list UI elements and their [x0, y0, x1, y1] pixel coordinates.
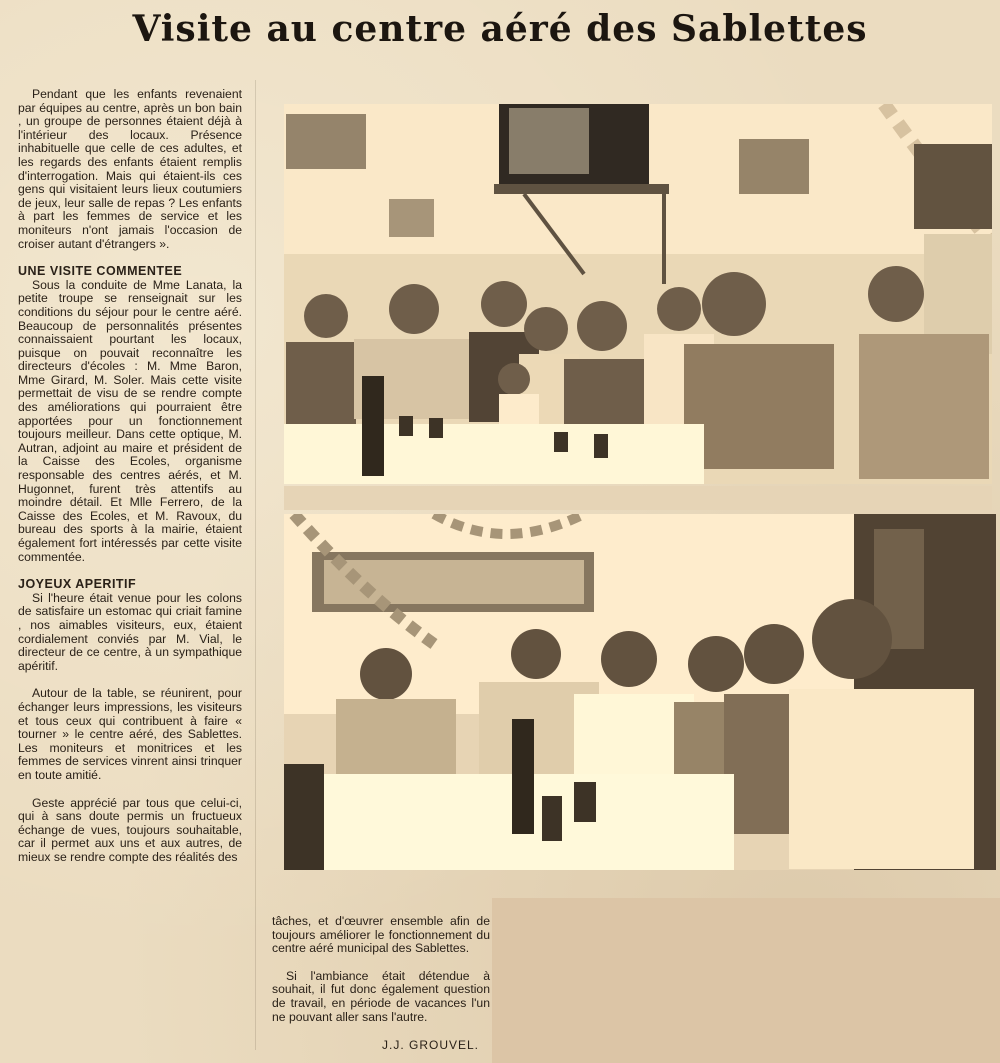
empty-area — [492, 898, 1000, 1063]
photo-group-at-table-top — [284, 104, 992, 484]
article-paragraph: Geste apprécié par tous que celui-ci, qui à sans doute permis un fructueux échange de vues, toujours souhaitable, car il permet aux uns et aux autres, de mieux se rendre compte des réalités des — [18, 795, 242, 864]
article-paragraph: tâches, et d'œuvrer ensemble afin de toujours améliorer le fonctionnement du centre aéré municipal des Sablettes. — [272, 914, 490, 956]
article-left-column — [18, 88, 242, 864]
article-continuation-column — [272, 915, 490, 1024]
article-paragraph: Autour de la table, se réunirent, pour échanger leurs impressions, les visiteurs et tous ceux qui contribuent à faire « tourner » le centre aéré, des Sablettes. Les moniteurs et monitrices et les femmes de services vinrent ainsi trinquer en toute amitié. — [18, 686, 242, 782]
section-heading: JOYEUX APERITIF — [18, 577, 137, 592]
article-paragraph: Si l'heure était venue pour les colons de satisfaire un estomac qui criait famine , nos aimables visiteurs, eux, étaient cordialement conviés par M. Vial, le directeur de ce centre, à un sympathique apéritif. — [18, 590, 242, 673]
section-heading: UNE VISITE COMMENTEE — [18, 264, 183, 279]
article-paragraph: Pendant que les enfants revenaient par équipes au centre, après un bon bain , un groupe de personnes étaient déjà à l'intérieur des locaux. Présence inhabituelle que celle de ces adultes, et les regards des enfants étaient remplis d'interrogation. Mais qui étaient-ils ces gens qui visitaient leurs lieux coutumiers de jeux, leur salle de repas ? Les enfants à part les femmes de service et les moniteurs n'ont jamais l'occasion de croiser autant d'étrangers ». — [18, 87, 242, 251]
photo-separator — [284, 486, 992, 510]
article-headline: Visite au centre aéré des Sablettes — [132, 8, 868, 50]
column-divider — [255, 80, 256, 1050]
photo-group-at-table-bottom — [284, 514, 996, 870]
article-paragraph: Si l'ambiance était détendue à souhait, il fut donc également question de travail, en période de vacances l'un ne pouvant aller sans l'autre. — [272, 968, 490, 1024]
article-paragraph: Sous la conduite de Mme Lanata, la petite troupe se renseignait sur les conditions du séjour pour le centre aéré. Beaucoup de personnalités présentes connaissaient pourtant les locaux, puisque on pouvait reconnaître les directeurs d'écoles : M. Mme Baron, Mme Girard, M. Soler. Mais cette visite permettait de visu de se rendre compte des améliorations qui pourraient être apportées pour un fonctionnement toujours meilleur. Dans cette optique, M. Autran, adjoint au maire et président de la Caisse des Ecoles, organisme responsable des centres aérés, et M. Hugonnet, furent très attentifs au moindre détail. Et Mlle Ferrero, de la Caisse des Ecoles, et M. Ravoux, du bureau des sports à la mairie, étaient également fort intéressés par cette visite commentée. — [18, 277, 242, 564]
author-signature: J.J. GROUVEL. — [382, 1038, 480, 1052]
